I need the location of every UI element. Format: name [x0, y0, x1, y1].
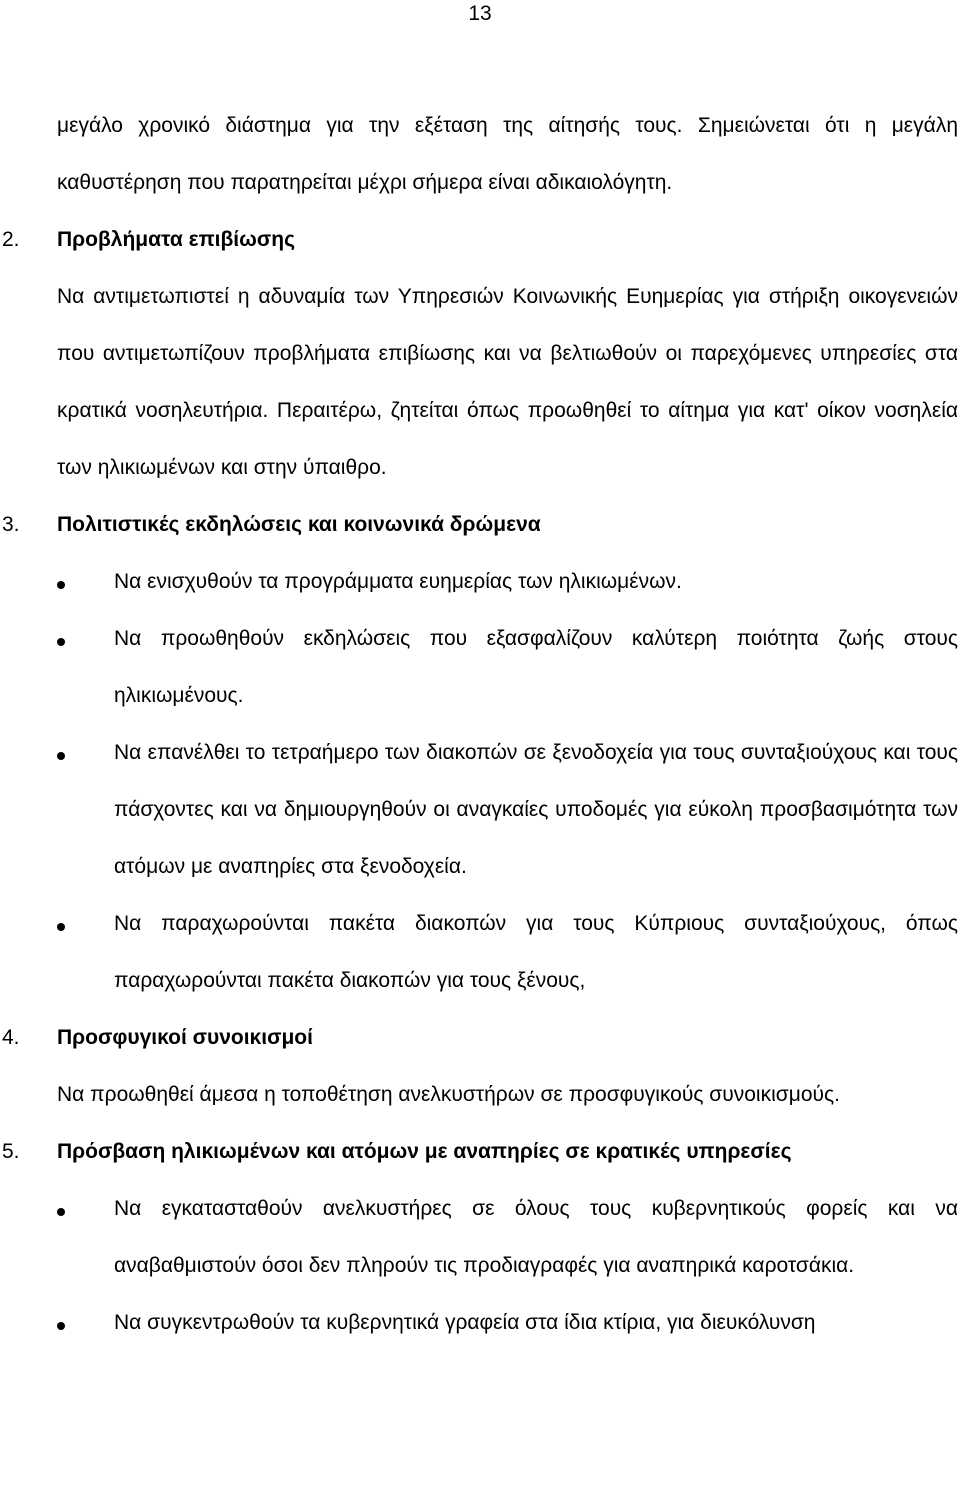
list-item: Να επανέλθει το τετραήμερο των διακοπών σε ξενοδοχεία για τους συνταξιούχους και τους πάσχοντες και να δημιουργηθούν οι αναγκαίες υποδομές για εύκολη προσβασιμότητα των ατόμων με αναπηρίες στα ξενοδοχεία. [57, 724, 958, 895]
section-number: 3. [2, 513, 20, 536]
section-title: Προσφυγικοί συνοικισμοί [57, 1026, 313, 1049]
bullet-icon [57, 638, 65, 646]
section-heading-2 [2, 211, 958, 268]
bullet-list [57, 1180, 958, 1351]
page-number: 13 [468, 2, 492, 25]
section-number: 2. [2, 228, 20, 251]
section-number: 4. [2, 1026, 20, 1049]
bullet-icon [57, 581, 65, 589]
list-item: Να ενισχυθούν τα προγράμματα ευημερίας των ηλικιωμένων. [57, 553, 958, 610]
bullet-icon [57, 923, 65, 931]
bullet-icon [57, 752, 65, 760]
document-body [2, 97, 958, 1351]
list-item: Να εγκατασταθούν ανελκυστήρες σε όλους τους κυβερνητικούς φορείς και να αναβαθμιστούν όσοι δεν πληρούν τις προδιαγραφές για αναπηρικά καροτσάκια. [57, 1180, 958, 1294]
bullet-list [57, 553, 958, 1009]
section-paragraph: Να αντιμετωπιστεί η αδυναμία των Υπηρεσιών Κοινωνικής Ευημερίας για στήριξη οικογενειών που αντιμετωπίζουν προβλήματα επιβίωσης και να βελτιωθούν οι παρεχόμενες υπηρεσίες στα κρατικά νοσηλευτήρια. Περαιτέρω, ζητείται όπως προωθηθεί το αίτημα για κατ' οίκον νοσηλεία των ηλικιωμένων και στην ύπαιθρο. [57, 285, 958, 479]
section-title: Πρόσβαση ηλικιωμένων και ατόμων με αναπηρίες σε κρατικές υπηρεσίες [57, 1140, 792, 1163]
intro-paragraph: μεγάλο χρονικό διάστημα για την εξέταση της αίτησής τους. Σημειώνεται ότι η μεγάλη καθυστέρηση που παρατηρείται μέχρι σήμερα είναι αδικαιολόγητη. [57, 114, 958, 194]
list-item: Να παραχωρούνται πακέτα διακοπών για τους Κύπριους συνταξιούχους, όπως παραχωρούνται πακέτα διακοπών για τους ξένους, [57, 895, 958, 1009]
list-item: Να προωθηθούν εκδηλώσεις που εξασφαλίζουν καλύτερη ποιότητα ζωής στους ηλικιωμένους. [57, 610, 958, 724]
section-title: Πολιτιστικές εκδηλώσεις και κοινωνικά δρώμενα [57, 513, 541, 536]
bullet-icon [57, 1322, 65, 1330]
section-title: Προβλήματα επιβίωσης [57, 228, 295, 251]
section-heading-5 [2, 1123, 958, 1180]
section-heading-4 [2, 1009, 958, 1066]
bullet-icon [57, 1208, 65, 1216]
section-paragraph: Να προωθηθεί άμεσα η τοποθέτηση ανελκυστήρων σε προσφυγικούς συνοικισμούς. [57, 1083, 840, 1106]
section-number: 5. [2, 1140, 20, 1163]
section-heading-3 [2, 496, 958, 553]
list-item: Να συγκεντρωθούν τα κυβερνητικά γραφεία στα ίδια κτίρια, για διευκόλυνση [57, 1294, 958, 1351]
